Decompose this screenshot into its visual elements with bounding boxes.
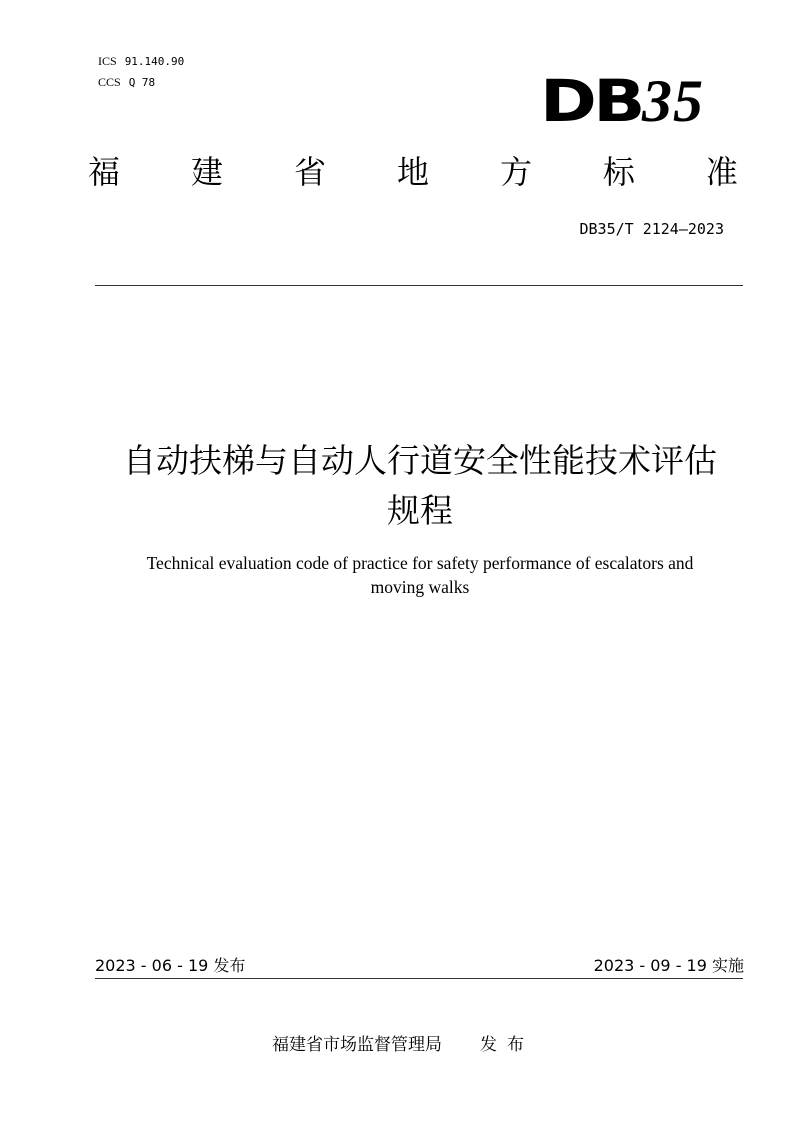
ics-label: ICS bbox=[98, 54, 117, 68]
top-divider bbox=[95, 285, 743, 286]
bottom-divider bbox=[95, 978, 743, 979]
english-title bbox=[100, 551, 740, 599]
standard-number: DB35/T 2124—2023 bbox=[579, 220, 724, 238]
logo-letters: DB bbox=[540, 67, 642, 135]
issuing-authority bbox=[272, 1033, 534, 1057]
standard-type-char: 建 bbox=[190, 153, 223, 191]
db35-logo bbox=[540, 67, 704, 135]
chinese-title-line-1: 自动扶梯与自动人行道安全性能技术评估 bbox=[123, 441, 717, 480]
authority-name: 福建省市场监督管理局 bbox=[272, 1035, 442, 1055]
standard-type-char: 标 bbox=[602, 153, 635, 191]
standard-type-char: 准 bbox=[705, 153, 738, 191]
standard-type-char: 省 bbox=[293, 153, 326, 191]
standard-type-char: 方 bbox=[499, 153, 532, 191]
standard-type-char: 地 bbox=[396, 153, 429, 191]
ccs-code: Q 78 bbox=[128, 76, 156, 89]
ics-code: 91.140.90 bbox=[124, 55, 185, 68]
english-title-line-2: moving walks bbox=[370, 577, 470, 597]
logo-digits: 35 bbox=[642, 68, 704, 134]
standard-type-char: 福 bbox=[88, 153, 121, 191]
issue-action: 发布 bbox=[480, 1035, 534, 1055]
publish-date: 2023 - 06 - 19 发布 bbox=[95, 956, 246, 975]
standard-type-heading bbox=[88, 152, 738, 192]
chinese-title bbox=[60, 436, 780, 536]
implementation-date: 2023 - 09 - 19 实施 bbox=[593, 956, 744, 975]
ccs-classification bbox=[92, 61, 155, 90]
chinese-title-line-2: 规程 bbox=[387, 491, 453, 530]
english-title-line-1: Technical evaluation code of practice for safety performance of escalators and bbox=[146, 553, 694, 573]
ccs-label: CCS bbox=[98, 75, 121, 89]
